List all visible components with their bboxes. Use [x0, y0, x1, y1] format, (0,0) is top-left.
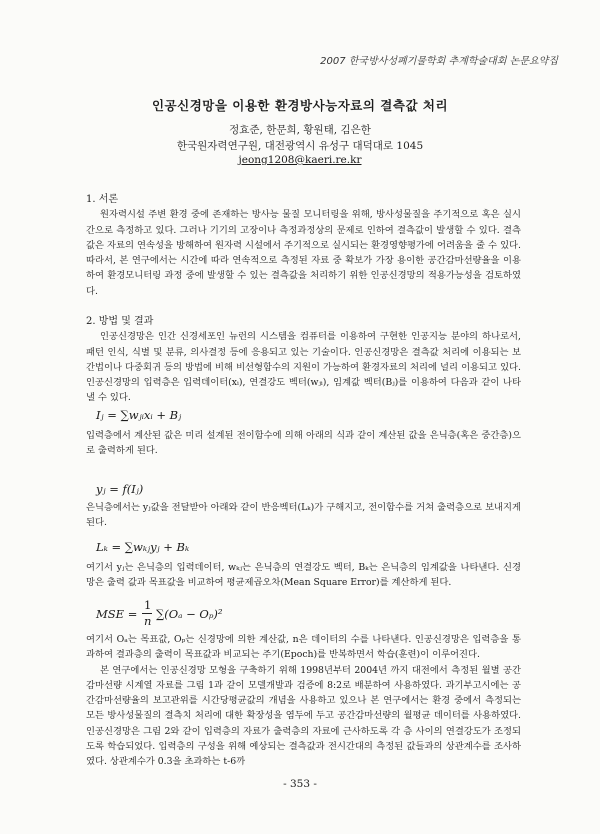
- paper-title: 인공신경망을 이용한 환경방사능자료의 결측값 처리: [151, 98, 449, 113]
- section-heading-intro: 1. 서론: [86, 194, 119, 205]
- mse-fraction-denominator: n: [144, 614, 152, 628]
- methods-paragraph-5-block: [86, 632, 521, 770]
- author-list: 정효준, 한문희, 황원태, 김은한: [229, 124, 371, 136]
- methods-paragraph-4-block: [86, 560, 521, 591]
- section-introduction: [86, 192, 521, 299]
- proceedings-header: 2007 한국방사성폐기물학회 추계학술대회 논문요약집: [320, 56, 558, 67]
- methods-paragraph-2: 입력층에서 계산된 값은 미리 설계된 전이함수에 의해 아래의 식과 같이 계산된 값을 은닉층(혹은 중간층)으로 출력하게 된다.: [86, 430, 521, 457]
- intro-paragraph: 원자력시설 주변 환경 중에 존재하는 방사능 물질 모니터링을 위해, 방사성물질을 주기적으로 혹은 실시간으로 측정하고 있다. 그러나 기기의 고장이나 측정과정상의 문제로 인하여 결측값이 발생할 수 있다. 결측값은 자료의 연속성을 방해하여 원자력 시설에서 주기적으로 실시되는 환경영향평가에 어려움을 줄 수 있다. 따라서, 본 연구에서는 시간에 따라 연속적으로 측정된 자료 중 확보가 가장 용이한 공간감마선량율을 이용하여 환경모니터링 과정 중에 발생할 수 있는 결측값을 처리하기 위한 인공신경망의 적용가능성을 검토하였다.: [86, 209, 521, 297]
- mse-lhs: MSE =: [96, 607, 138, 621]
- methods-paragraph-3: 은닉층에서는 yⱼ값을 전달받아 아래와 같이 반응벡터(Lₖ)가 구해지고, 전이함수를 거쳐 출력층으로 보내지게 된다.: [86, 502, 521, 529]
- section-methods: [86, 314, 521, 406]
- equation-hidden-layer: Lₖ = ∑wₖⱼyⱼ + Bₖ: [96, 540, 190, 554]
- contact-email-link[interactable]: jeong1208@kaeri.re.kr: [238, 154, 362, 166]
- methods-paragraph-5: 여기서 Oₐ는 목표값, Oₚ는 신경망에 의한 계산값, n은 데이터의 수를 나타낸다. 인공신경망은 입력층을 통과하여 결과층의 출력이 목표값과 비교되는 주기(Epoch)를 반복하면서 학습(훈련)이 이루어진다.: [86, 634, 521, 661]
- equation-input-layer: Iⱼ = ∑wⱼᵢxᵢ + Bⱼ: [96, 408, 182, 422]
- methods-paragraph-2-block: [86, 428, 521, 459]
- affiliation: 한국원자력연구원, 대전광역시 유성구 대덕대로 1045: [176, 140, 424, 152]
- page-number: - 353 -: [283, 778, 317, 790]
- methods-paragraph-1: 인공신경망은 인간 신경세포인 뉴런의 시스템을 컴퓨터를 이용하여 구현한 인공지능 분야의 하나로서, 패턴 인식, 식별 및 분류, 의사결정 등에 응용되고 있는 기술이다. 인공신경망은 결측값 처리에 이용되는 보간법이나 다중회귀 등의 방법에 비해 비선형함수의 지원이 가능하여 환경자료의 처리에 널리 이용되고 있다. 인공신경망의 입력층은 입력데이터(xᵢ), 연결강도 벡터(wⱼᵢ), 임계값 벡터(Bⱼ)를 이용하여 다음과 같이 나타낼 수 있다.: [86, 331, 521, 404]
- section-heading-methods: 2. 방법 및 결과: [86, 316, 154, 327]
- mse-fraction-numerator: 1: [144, 598, 152, 612]
- methods-paragraph-6: 본 연구에서는 인공신경망 모형을 구축하기 위해 1998년부터 2004년 까지 대전에서 측정된 월별 공간감마선량 시계열 자료를 그림 1과 같이 모델개발과 검증에 8:2로 배분하여 사용하였다. 과기부고시에는 공간감마선량율의 보고관위를 시간당평균값의 개념을 사용하고 있으나 본 연구에서는 환경 중에서 측정되는 모든 방사성물질의 결측치 처리에 대한 확장성을 염두에 두고 공간감마선량의 월평균 데이터를 사용하였다. 인공신경망은 그림 2와 같이 입력층의 자료가 출력층의 자료에 근사하도록 각 층 사이의 연결강도가 조정되도록 학습되었다. 입력층의 구성을 위해 예상되는 결측값과 전시간대의 측정된 값들과의 상관계수를 조사하였다. 상관계수가 0.3을 초과하는 t-6까: [86, 664, 521, 768]
- methods-paragraph-3-block: [86, 500, 521, 531]
- equation-transfer: yⱼ = f(Iⱼ): [96, 482, 144, 496]
- methods-paragraph-4: 여기서 yⱼ는 은닉층의 입력데이터, wₖⱼ는 은닉층의 연결강도 벡터, Bₖ는 은닉층의 임계값을 나타낸다. 신경망은 출력 값과 목표값을 비교하여 평균제곱오차(Mean Square Error)를 계산하게 된다.: [86, 562, 521, 589]
- mse-rhs: ∑(Oₐ − Oₚ)²: [156, 607, 223, 621]
